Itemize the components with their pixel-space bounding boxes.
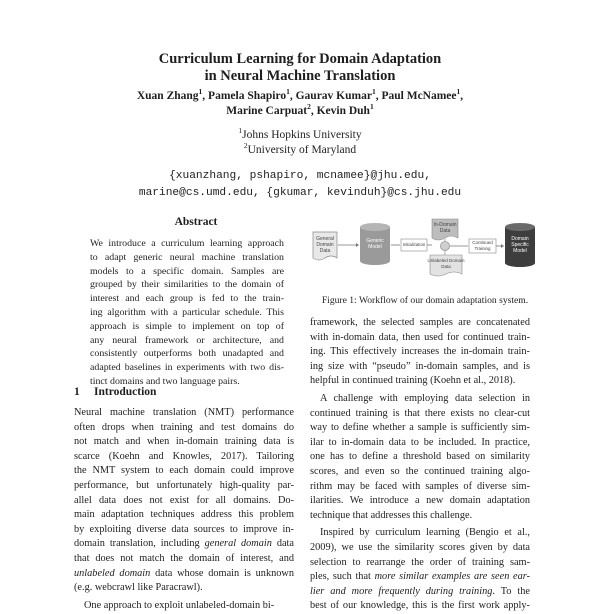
text-run: . To the: [492, 585, 530, 597]
author-sep: ,: [375, 90, 382, 102]
combine-circle: [441, 242, 450, 251]
specific-model-label: Domain Specific Model: [511, 236, 529, 254]
abstract-line: grouped by their similarities to the domain of: [90, 279, 284, 291]
text-run: data whose domain is unknown: [150, 567, 294, 579]
body-line: [310, 570, 530, 585]
affil-name: Johns Hopkins University: [242, 129, 362, 141]
abstract-line: models to a specific domain. Samples are: [90, 265, 284, 277]
unlabeled-data-label: Unlabeled Domain Data: [427, 258, 465, 269]
author-sep: ,: [289, 90, 296, 102]
body-line: scores, and even so the continued training algo-: [310, 465, 530, 477]
affiliation-1: [0, 128, 600, 143]
body-line: ilar to in-domain data to be included. In practice,: [310, 436, 530, 448]
author-name: Marine Carpuat: [226, 105, 308, 117]
body-line: ilarities. We introduce a new domain adaptation: [310, 495, 530, 507]
body-line: allel data does not exist for all domains. Do-: [74, 494, 294, 506]
body-line: continued training is that there exists no clear-cut: [310, 407, 530, 419]
initialization-label: Initialization: [402, 242, 426, 247]
text-run: data: [271, 538, 294, 550]
general-data-label: General Domain Data: [316, 236, 334, 254]
body-line: Inspired by curriculum learning (Bengio et al.,: [320, 527, 530, 539]
body-line: technique that addresses this challenge.: [310, 509, 473, 521]
title-line-2: in Neural Machine Translation: [204, 68, 396, 84]
affil-mark: 2: [243, 141, 248, 151]
body-line: [74, 567, 294, 582]
text-run-italic: lier and more frequently during training: [310, 585, 493, 597]
text-run-italic: general domain: [204, 538, 272, 550]
abstract-line: any neural framework or architecture, and: [90, 334, 284, 346]
text-run-italic: more similar examples are seen ear-: [374, 571, 531, 583]
abstract-line: to adapt generic neural machine translation: [90, 251, 284, 263]
abstract-line: interest and each group is fed to the train-: [90, 293, 284, 305]
body-line: main adaptation techniques address this problem: [74, 509, 294, 521]
left-column: [74, 406, 294, 613]
abstract-line: consistently outperforms both unadapted and: [90, 348, 284, 360]
body-line: One approach to exploit unlabeled-domain bi-: [84, 599, 275, 611]
author-affil-mark: 2: [307, 102, 311, 112]
workflow-figure: [310, 218, 540, 290]
affil-name: University of Maryland: [247, 144, 357, 156]
abstract-heading: Abstract: [174, 216, 218, 228]
right-column: [310, 316, 530, 614]
author-affil-mark: 1: [371, 87, 376, 97]
arrow-head: [356, 243, 359, 247]
author-name: Paul McNamee: [381, 90, 457, 102]
author-affil-mark: 1: [369, 102, 374, 112]
text-run: domain translation, including: [74, 538, 205, 550]
author-name: Gaurav Kumar: [295, 90, 372, 102]
author-sep: ,: [310, 105, 317, 117]
body-line: 2009), we use the similarity scores given by data: [310, 541, 530, 553]
abstract-line: We introduce a curriculum learning approach: [90, 238, 284, 249]
author-name: Pamela Shapiro: [208, 90, 287, 102]
body-line: [74, 537, 294, 552]
body-line: scarce (Koehn and Knowles, 2017). Tailoring: [74, 450, 294, 462]
body-line: (e.g. webcrawl like Paracrawl).: [74, 582, 203, 594]
author-affil-mark: 1: [286, 87, 290, 97]
body-line: by exploiting diverse data sources to improve in-: [74, 523, 294, 535]
text-run-italic: unlabeled domain: [74, 567, 151, 579]
body-line: selection to rearrange the order of training sam-: [310, 556, 530, 568]
generic-model-bottom: [360, 257, 390, 265]
body-line: A challenge with employing data selection in: [320, 392, 530, 404]
body-line: [310, 585, 530, 600]
specific-model-bottom: [505, 259, 535, 267]
affil-mark: 1: [238, 126, 243, 136]
author-sep: ,: [460, 90, 464, 102]
body-line: helpful in continued training (Koehn et al., 2018).: [310, 375, 516, 387]
body-line: that does not match the domain of interest, and: [74, 552, 294, 564]
arrow-head: [501, 244, 504, 248]
in-domain-data-label: In-Domain Data: [433, 222, 457, 234]
section-heading: [74, 386, 156, 398]
body-line: the NMT system to each domain could improve: [74, 465, 294, 477]
author-name: Kevin Duh: [316, 105, 370, 117]
body-line: one has to define a threshold based on similarity: [310, 451, 530, 463]
email-line-1[interactable]: {xuanzhang, pshapiro, mcnamee}@jhu.edu,: [169, 170, 431, 182]
authors-line-2: [0, 104, 600, 119]
body-line: ing size with “pseudo” in-domain samples, and is: [310, 360, 530, 372]
author-affil-mark: 1: [456, 87, 461, 97]
body-line: not match and when in-domain training data is: [74, 436, 294, 448]
section-number: 1: [74, 386, 80, 398]
continued-training-label: Continued Training: [472, 240, 493, 251]
body-line: ing. This effectively increases the in-domain train-: [310, 346, 530, 358]
body-line: rithm may be faced with samples of diverse sim-: [310, 480, 530, 492]
body-line: way to define whether a sample is sufficiently sim-: [310, 422, 530, 434]
body-line: performance, but unfortunately high-quality par-: [74, 479, 294, 491]
generic-model-label: Generic Model: [366, 238, 384, 250]
abstract-line: tinct domains and two language pairs.: [90, 375, 240, 387]
section-title: Introduction: [94, 386, 157, 398]
authors-line-1: [0, 89, 600, 104]
body-line: often drops when training and test domains do: [74, 421, 294, 433]
author-name: Xuan Zhang: [136, 90, 199, 102]
abstract-line: ing algorithm with a particular schedule. This: [90, 306, 284, 318]
affiliation-2: [0, 143, 600, 158]
abstract-body: [90, 237, 284, 389]
author-sep: ,: [202, 90, 209, 102]
text-run: ples, such that: [310, 571, 375, 583]
paper-title: [0, 51, 600, 85]
email-line-2[interactable]: marine@cs.umd.edu, {gkumar, kevinduh}@cs.jhu.edu: [138, 187, 462, 199]
abstract-line: approach is simple to implement on top of: [90, 320, 284, 332]
title-line-1: Curriculum Learning for Domain Adaptation: [158, 51, 442, 67]
figure-caption: Figure 1: Workflow of our domain adaptation system.: [321, 295, 529, 306]
body-line: best of our knowledge, this is the first work apply-: [310, 600, 530, 612]
body-line: with in-domain data, then used for continued train-: [310, 331, 530, 343]
author-affil-mark: 1: [198, 87, 203, 97]
body-line: framework, the selected samples are concatenated: [310, 317, 530, 328]
body-line: Neural machine translation (NMT) performance: [74, 407, 294, 418]
abstract-line: adapted baselines in experiments with two dis-: [90, 362, 284, 374]
